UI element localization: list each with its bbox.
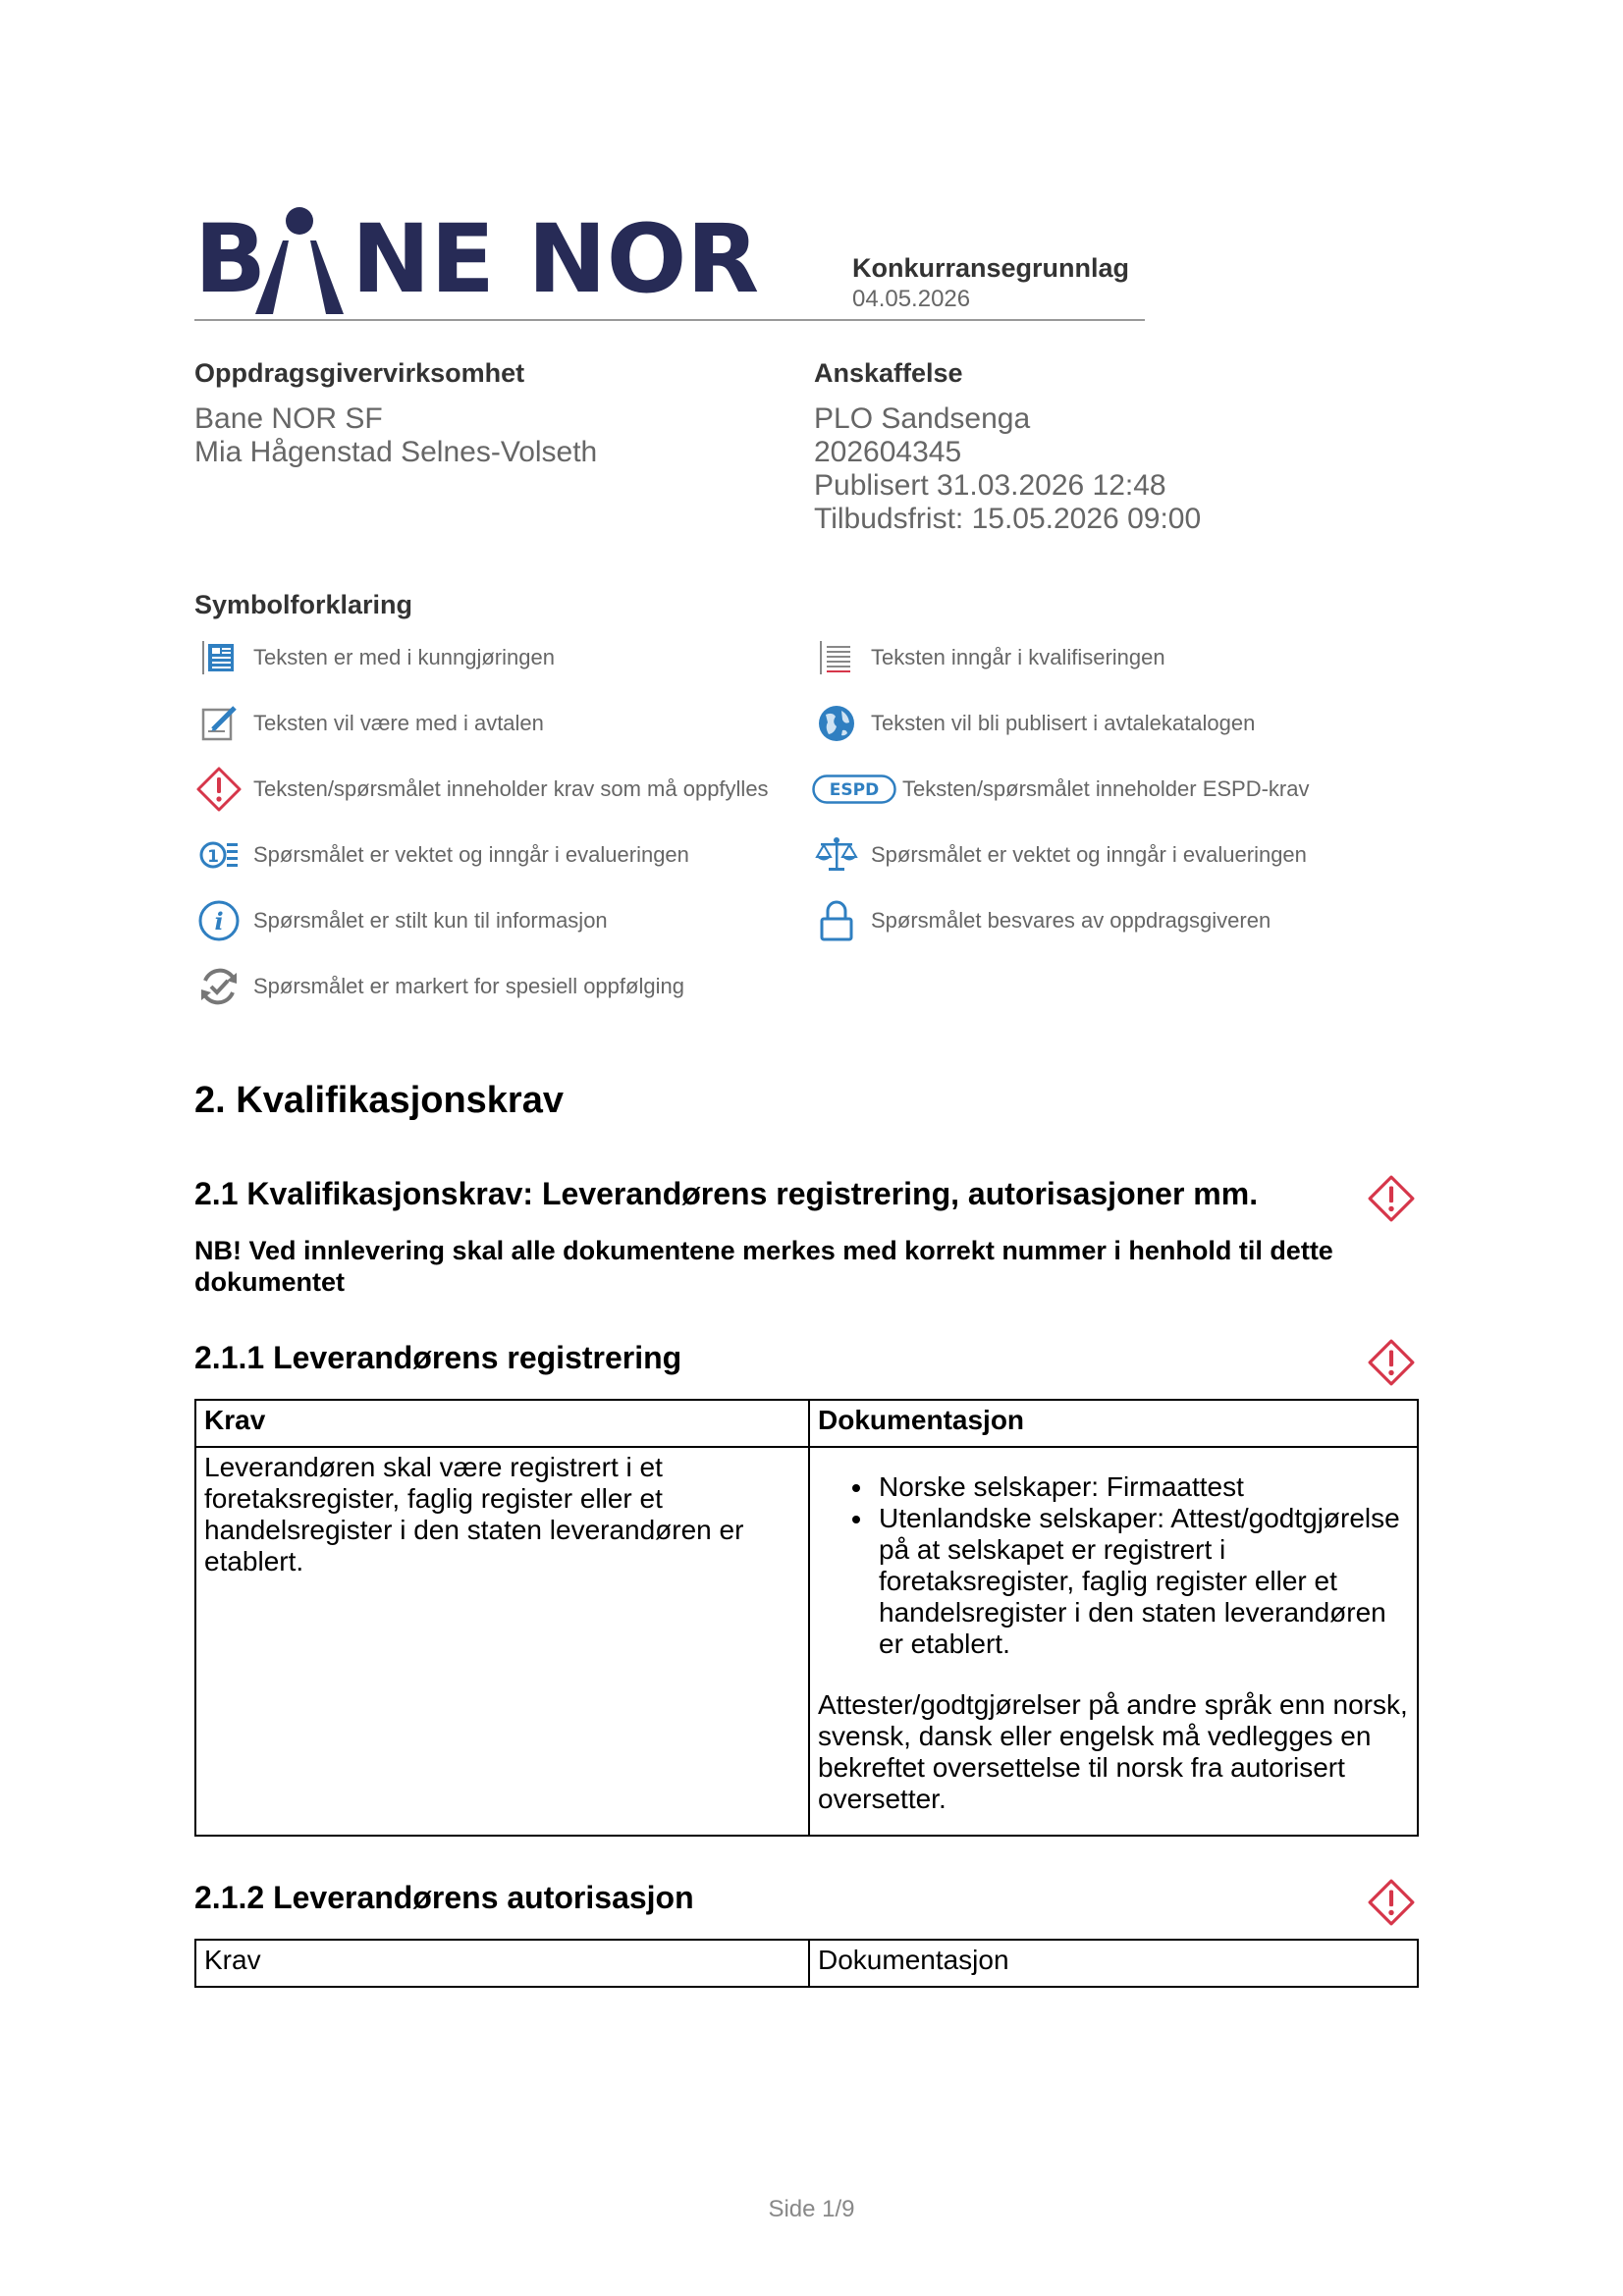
client-contact: Mia Hågenstad Selnes-Volseth xyxy=(194,436,598,468)
requirement-text: Leverandøren skal være registrert i et foretaksregister, faglig register eller et handelsregister i den staten leverandøren er etablert. xyxy=(204,1452,744,1576)
svg-text:NE NOR: NE NOR xyxy=(352,204,760,314)
legend-text: Spørsmålet er markert for spesiell oppfølging xyxy=(253,974,684,998)
document-date: 04.05.2026 xyxy=(852,286,971,312)
page-number: Side 1/9 xyxy=(768,2196,855,2222)
legend-text: Spørsmålet er vektet og inngår i evalueringen xyxy=(871,842,1307,867)
legend-text: Teksten vil være med i avtalen xyxy=(253,711,544,735)
documentation-list xyxy=(818,1471,1409,1660)
svg-text:ESPD: ESPD xyxy=(829,780,880,800)
procurement-deadline: Tilbudsfrist: 15.05.2026 09:00 xyxy=(814,503,1202,535)
legend-item xyxy=(812,633,1421,682)
registration-table xyxy=(194,1399,1419,1837)
column-header-krav: Krav xyxy=(195,1400,809,1447)
requirement-cell xyxy=(195,1447,809,1836)
espd-icon xyxy=(812,765,896,814)
subsection-heading: 2.1 Kvalifikasjonskrav: Leverandørens registrering, autorisasjoner mm. xyxy=(194,1176,1259,1211)
legend-text: Spørsmålet er stilt kun til informasjon xyxy=(253,908,608,933)
list-item: • Norske selskaper: Firmaattest xyxy=(875,1471,1409,1503)
legend-item xyxy=(194,896,803,945)
legend-text: Teksten vil bli publisert i avtalekatalogen xyxy=(871,711,1256,735)
weighted-number-icon xyxy=(194,830,243,880)
legend-item xyxy=(194,633,803,682)
svg-text:i: i xyxy=(214,907,224,935)
procurement-published: Publisert 31.03.2026 12:48 xyxy=(814,469,1166,502)
legend-item xyxy=(194,962,803,1011)
legend-item xyxy=(194,699,803,748)
legend-text: Spørsmålet er vektet og inngår i evalueringen xyxy=(253,842,689,867)
submission-note: NB! Ved innlevering skal alle dokumentene merkes med korrekt nummer i henhold til dette dokumentet xyxy=(194,1236,1333,1297)
globe-icon xyxy=(812,699,861,748)
qualification-list-icon xyxy=(812,633,861,682)
requirement-warning-icon xyxy=(1367,1338,1416,1387)
table-row xyxy=(195,1447,1418,1836)
legend-title: Symbolforklaring xyxy=(194,590,413,619)
legend-item xyxy=(812,699,1421,748)
procurement-block xyxy=(814,358,1201,536)
legend-text: Teksten/spørsmålet inneholder ESPD-krav xyxy=(902,776,1310,801)
bane-nor-logo xyxy=(194,201,811,314)
procurement-id: 202604345 xyxy=(814,436,962,468)
legend-left xyxy=(194,633,803,1011)
contract-icon xyxy=(194,699,243,748)
legend-item xyxy=(812,765,1421,814)
procurement-heading: Anskaffelse xyxy=(814,358,963,388)
requirement-warning-icon xyxy=(1367,1174,1416,1223)
section-heading: 2. Kvalifikasjonskrav xyxy=(194,1080,564,1121)
requirement-warning-icon xyxy=(194,765,243,814)
legend-text: Spørsmålet besvares av oppdragsgiveren xyxy=(871,908,1271,933)
list-item: • Utenlandske selskaper: Attest/godtgjørelse på at selskapet er registrert i foretaksregister, faglig register eller et handelsregister i den staten leverandøren er etablert. xyxy=(875,1503,1409,1660)
info-icon xyxy=(194,896,243,945)
authorization-table xyxy=(194,1939,1419,1988)
documentation-cell xyxy=(809,1447,1418,1836)
svg-text:B: B xyxy=(194,204,267,314)
column-header-dokumentasjon: Dokumentasjon xyxy=(809,1400,1418,1447)
legend-text: Teksten/spørsmålet inneholder krav som må oppfylles xyxy=(253,776,769,801)
document-type: Konkurransegrunnlag xyxy=(852,253,1130,283)
legend-text: Teksten er med i kunngjøringen xyxy=(253,645,555,669)
requirement-warning-icon xyxy=(1367,1878,1416,1927)
legend-item xyxy=(812,830,1421,880)
authorization-heading: 2.1.2 Leverandørens autorisasjon xyxy=(194,1880,694,1915)
legend-right xyxy=(812,633,1421,945)
announcement-icon xyxy=(194,633,243,682)
legend-item xyxy=(194,830,803,880)
client-block xyxy=(194,358,597,469)
client-heading: Oppdragsgivervirksomhet xyxy=(194,358,525,388)
lock-icon xyxy=(812,896,861,945)
column-header-dokumentasjon: Dokumentasjon xyxy=(809,1940,1418,1987)
registration-heading: 2.1.1 Leverandørens registrering xyxy=(194,1340,682,1375)
translation-note: Attester/godtgjørelser på andre språk enn norsk, svensk, dansk eller engelsk må vedlegges en bekreftet oversettelse til norsk fra autorisert oversetter. xyxy=(818,1689,1408,1814)
procurement-name: PLO Sandsenga xyxy=(814,402,1031,435)
svg-text:1: 1 xyxy=(207,847,219,867)
followup-icon xyxy=(194,962,243,1011)
column-header-krav: Krav xyxy=(195,1940,809,1987)
header-divider xyxy=(194,319,1145,321)
legend-item xyxy=(194,765,803,814)
legend-text: Teksten inngår i kvalifiseringen xyxy=(871,645,1165,669)
scales-icon xyxy=(812,830,861,880)
legend-item xyxy=(812,896,1421,945)
client-name: Bane NOR SF xyxy=(194,402,383,435)
